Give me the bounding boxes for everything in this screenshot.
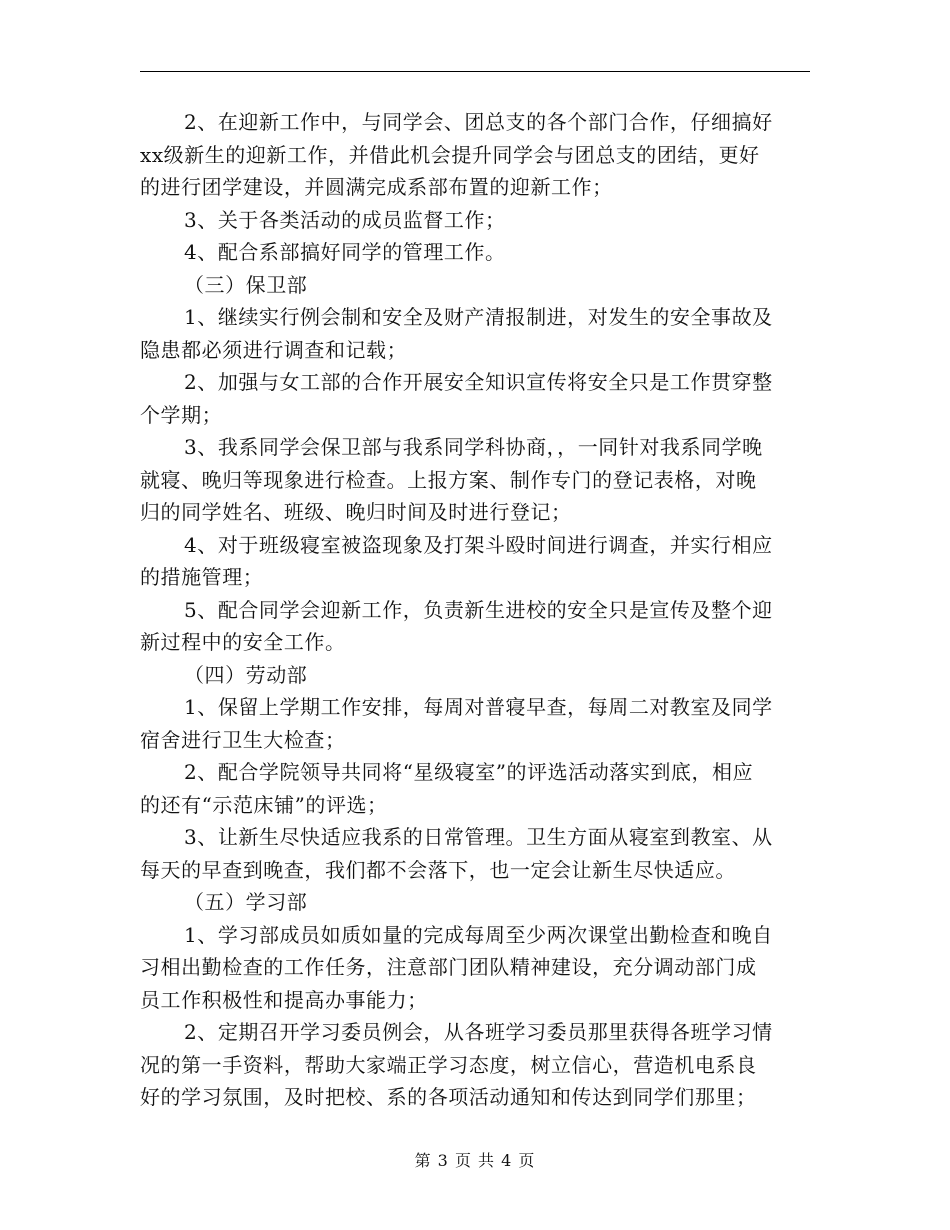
text-line: 5、配合同学会迎新工作，负责新生进校的安全只是宣传及整个迎: [184, 597, 773, 622]
page-number: 第 3 页 共 4 页: [414, 1151, 536, 1170]
text-line: 4、对于班级寝室被盗现象及打架斗殴时间进行调查，并实行相应: [184, 532, 773, 557]
text-line: 1、保留上学期工作安排，每周对普寝早查，每周二对教室及同学: [184, 695, 773, 719]
text-line: 3、让新生尽快适应我系的日常管理。卫生方面从寝室到教室、从: [184, 825, 773, 849]
text-line: xx级新生的迎新工作，并借此机会提升同学会与团总支的团结，更好: [140, 142, 760, 167]
text-line: 2、配合学院领导共同将“星级寝室”的评选活动落实到底，相应: [184, 760, 754, 784]
text-line: 3、我系同学会保卫部与我系同学科协商，，一同针对我系同学晚: [184, 435, 763, 459]
text-line: 每天的早查到晚查，我们都不会落下，也一定会让新生尽快适应。: [140, 857, 736, 882]
text-line: 2、加强与女工部的合作开展安全知识宣传将安全只是工作贯穿整: [184, 370, 773, 394]
text-line: 4、配合系部搞好同学的管理工作。: [184, 240, 506, 264]
text-line: 归的同学姓名、班级、晚归时间及时进行登记；: [140, 500, 572, 524]
text-line: 3、关于各类活动的成员监督工作；: [184, 207, 506, 232]
text-line: 新过程中的安全工作。: [140, 630, 346, 654]
document-body: [140, 106, 810, 1114]
text-line: 就寝、晚归等现象进行检查。上报方案、制作专门的登记表格，对晚: [140, 467, 757, 492]
text-line: 的进行团学建设，并圆满完成系部布置的迎新工作；: [140, 175, 613, 199]
text-line: 2、在迎新工作中，与同学会、团总支的各个部门合作，仔细搞好: [184, 110, 773, 134]
section-heading: （四）劳动部: [184, 662, 308, 687]
text-line: 的措施管理；: [140, 565, 264, 589]
text-line: 况的第一手资料，帮助大家端正学习态度，树立信心，营造机电系良: [140, 1052, 757, 1077]
text-line: 1、继续实行例会制和安全及财产清报制进，对发生的安全事故及: [184, 305, 773, 329]
text-line: 2、定期召开学习委员例会，从各班学习委员那里获得各班学习情: [184, 1020, 773, 1044]
text-line: 员工作积极性和提高办事能力；: [140, 987, 428, 1012]
text-line: 好的学习氛围，及时把校、系的各项活动通知和传达到同学们那里；: [140, 1085, 757, 1109]
text-line: 宿舍进行卫生大检查；: [140, 727, 346, 752]
header-rule: [140, 71, 810, 72]
section-heading: （五）学习部: [184, 890, 308, 914]
text-line: 的还有“示范床铺”的评选；: [140, 792, 388, 817]
text-line: 个学期；: [140, 402, 223, 427]
section-heading: （三）保卫部: [184, 272, 308, 297]
text-line: 隐患都必须进行调查和记载；: [140, 337, 408, 362]
text-line: 1、学习部成员如质如量的完成每周至少两次课堂出勤检查和晚自: [184, 922, 773, 947]
text-line: 习相出勤检查的工作任务，注意部门团队精神建设，充分调动部门成: [140, 955, 757, 979]
